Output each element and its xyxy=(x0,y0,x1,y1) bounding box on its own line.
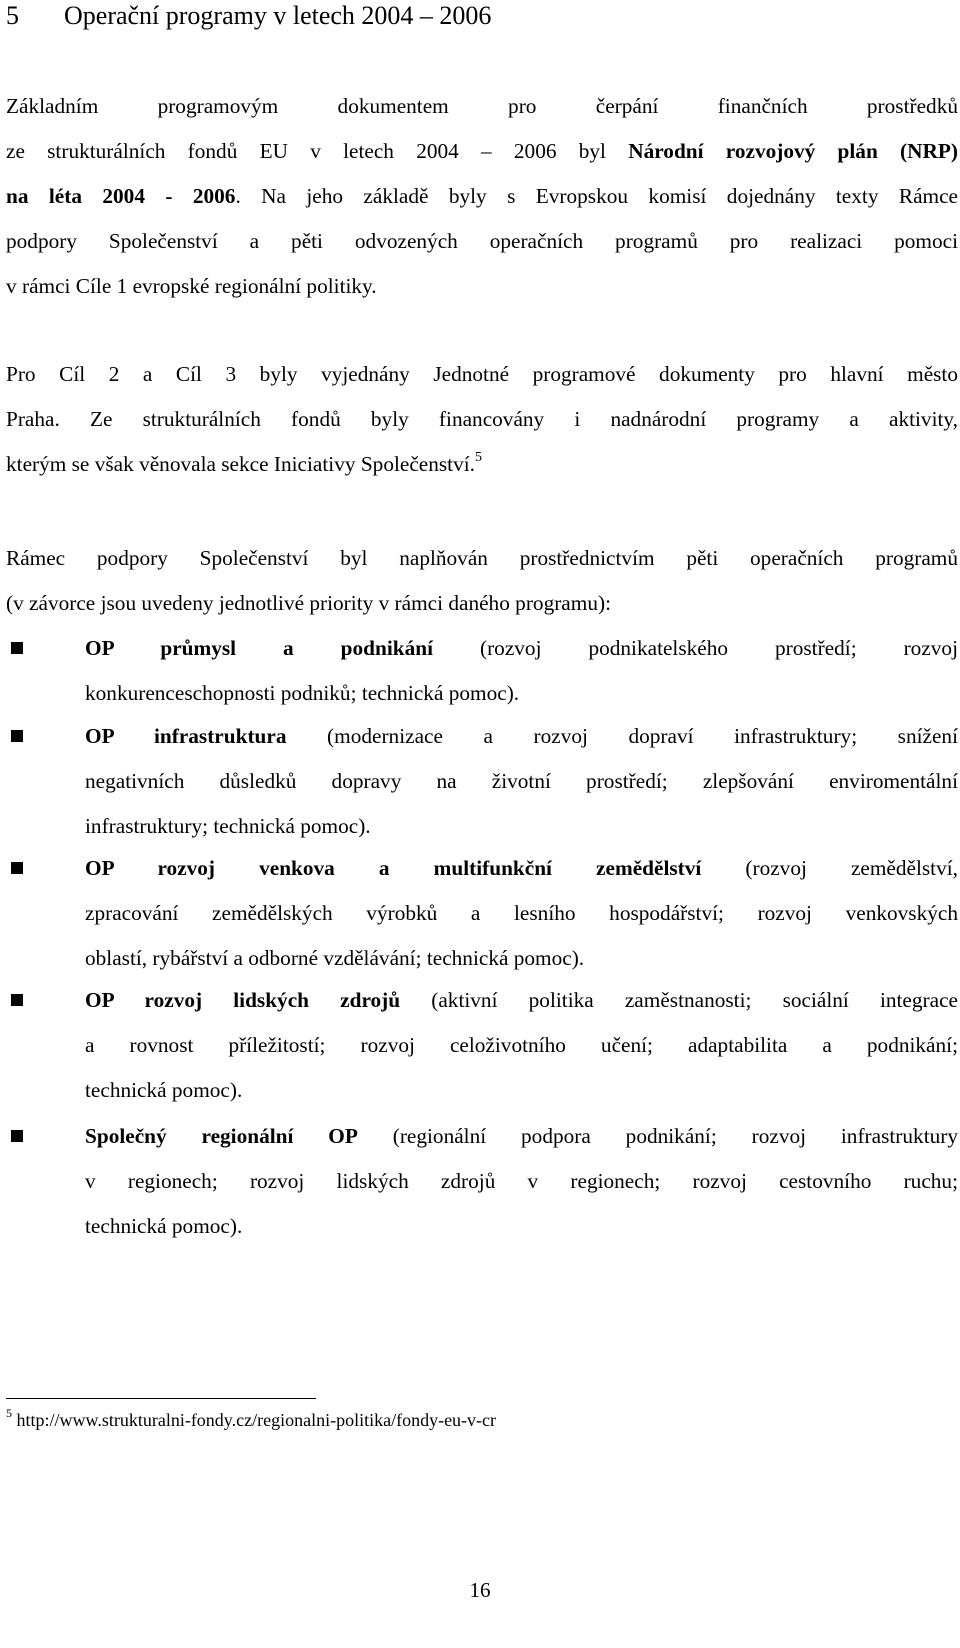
footnote-number: 5 xyxy=(6,1406,12,1420)
text-line xyxy=(85,626,958,671)
bold-text: OP rozvoj lidských zdrojů xyxy=(85,988,401,1012)
text-line xyxy=(85,978,958,1023)
text-line: a rovnost příležitostí; rozvoj celoživotního učení; adaptabilita a podnikání; xyxy=(85,1033,958,1057)
list-item-text xyxy=(85,978,958,1113)
page-number: 16 xyxy=(469,1578,491,1602)
text-line: podpory Společenství a pěti odvozených operačních programů pro realizaci pomoci xyxy=(6,229,958,253)
text-span: (aktivní politika zaměstnanosti; sociální integrace xyxy=(400,988,958,1012)
text-line xyxy=(85,846,958,891)
square-bullet-icon xyxy=(11,642,23,654)
text-line: infrastruktury; technická pomoc). xyxy=(85,814,371,838)
text-line: konkurenceschopnosti podniků; technická pomoc). xyxy=(85,681,520,705)
text-line: technická pomoc). xyxy=(85,1214,243,1238)
text-line xyxy=(85,714,958,759)
text-line: v rámci Cíle 1 evropské regionální politiky. xyxy=(6,274,377,298)
text-line: Základním programovým dokumentem pro čerpání finančních prostředků xyxy=(6,94,958,118)
text-line: Praha. Ze strukturálních fondů byly financovány i nadnárodní programy a aktivity, xyxy=(6,407,958,431)
square-bullet-icon xyxy=(11,862,23,874)
square-bullet-icon xyxy=(11,994,23,1006)
bold-text: OP průmysl a podnikání xyxy=(85,636,434,660)
text-span: . Na jeho základě byly s Evropskou komisí dojednány texty Rámce xyxy=(235,184,958,208)
bold-text: na léta 2004 - 2006 xyxy=(6,184,236,208)
text-line xyxy=(6,129,958,174)
text-line: Rámec podpory Společenství byl naplňován prostřednictvím pěti operačních programů xyxy=(6,546,958,570)
paragraph-nrp xyxy=(6,84,958,309)
paragraph-cil2-cil3 xyxy=(6,352,958,487)
text-line: Pro Cíl 2 a Cíl 3 byly vyjednány Jednotné programové dokumenty pro hlavní město xyxy=(6,362,958,386)
text-line xyxy=(6,442,958,487)
section-heading xyxy=(6,2,491,30)
list-item-text xyxy=(85,714,958,849)
text-line: v regionech; rozvoj lidských zdrojů v regionech; rozvoj cestovního ruchu; xyxy=(85,1169,958,1193)
text-line xyxy=(6,174,958,219)
section-number: 5 xyxy=(6,1,19,30)
section-title: Operační programy v letech 2004 – 2006 xyxy=(64,1,492,30)
list-item-text xyxy=(85,846,958,981)
text-span: kterým se však věnovala sekce Iniciativy Společenství. xyxy=(6,452,475,476)
footnote-reference: 5 xyxy=(474,449,482,465)
bold-text: Národní rozvojový plán (NRP) xyxy=(628,139,958,163)
text-span: (modernizace a rozvoj dopraví infrastruktury; snížení xyxy=(286,724,958,748)
text-span: ze strukturálních fondů EU v letech 2004 – 2006 byl xyxy=(6,139,629,163)
bold-text: OP rozvoj venkova a multifunkční zemědělství xyxy=(85,856,702,880)
text-line: zpracování zemědělských výrobků a lesního hospodářství; rozvoj venkovských xyxy=(85,901,958,925)
bold-text: OP infrastruktura xyxy=(85,724,287,748)
bold-text: Společný regionální OP xyxy=(85,1124,358,1148)
footnote-separator xyxy=(6,1398,316,1399)
list-item-text xyxy=(85,626,958,716)
list-item-text xyxy=(85,1114,958,1249)
text-span: (rozvoj zemědělství, xyxy=(701,856,958,880)
footnote xyxy=(6,1406,497,1430)
text-line xyxy=(85,1114,958,1159)
square-bullet-icon xyxy=(11,730,23,742)
text-line: (v závorce jsou uvedeny jednotlivé priority v rámci daného programu): xyxy=(6,591,611,615)
square-bullet-icon xyxy=(11,1130,23,1142)
footnote-link[interactable]: http://www.strukturalni-fondy.cz/regionalni-politika/fondy-eu-v-cr xyxy=(12,1410,497,1430)
text-span: (rozvoj podnikatelského prostředí; rozvoj xyxy=(433,636,958,660)
paragraph-ramec-podpory xyxy=(6,536,958,626)
text-line: technická pomoc). xyxy=(85,1078,243,1102)
text-line: negativních důsledků dopravy na životní prostředí; zlepšování enviromentální xyxy=(85,769,958,793)
text-span: (regionální podpora podnikání; rozvoj infrastruktury xyxy=(357,1124,958,1148)
text-line: oblastí, rybářství a odborné vzdělávání; technická pomoc). xyxy=(85,946,585,970)
